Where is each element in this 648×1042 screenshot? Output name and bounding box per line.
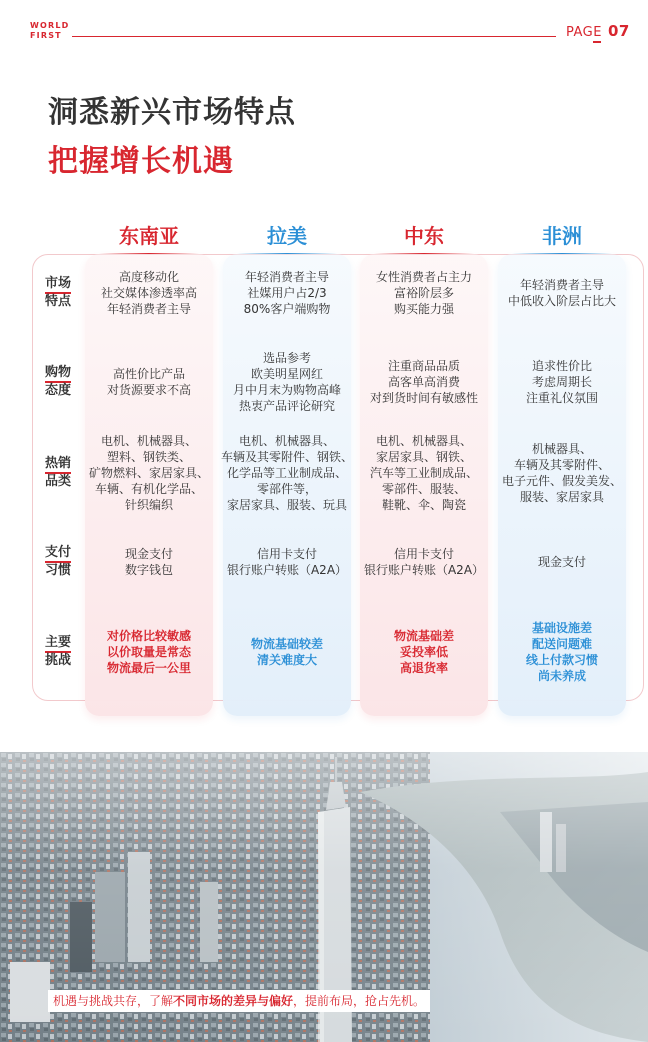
cell-line: 高客单高消费 — [387, 375, 460, 389]
row-label — [34, 634, 82, 670]
row-label — [34, 275, 82, 311]
table-cell — [354, 358, 494, 406]
cell-line: 妥投率低 — [399, 645, 448, 659]
row-label-top: 支付 — [45, 545, 71, 563]
cell-line: 社媒用户占2/3 — [247, 286, 327, 300]
photo-caption — [48, 990, 430, 1012]
cell-line: 物流基础差 — [393, 629, 454, 643]
cell-line: 家居家具、钢铁、 — [375, 450, 472, 464]
column-header-latin-america: 拉美 — [223, 220, 351, 249]
cell-line: 对价格比较敏感 — [106, 629, 191, 643]
table-cell — [79, 433, 219, 513]
cell-line: 女性消费者占主力 — [375, 270, 472, 284]
row-label-top: 购物 — [45, 365, 71, 383]
cell-line: 考虑周期长 — [531, 375, 592, 389]
cell-line: 尚未养成 — [537, 669, 586, 683]
table-cell — [79, 269, 219, 317]
cell-line: 注重商品品质 — [387, 359, 460, 373]
cell-line: 电子元件、假发美发、 — [501, 474, 622, 488]
cell-line: 车辆及其零附件、 — [513, 458, 610, 472]
row-label — [34, 544, 82, 580]
brand-line-2: FIRST — [30, 31, 62, 40]
cell-line: 机械器具、 — [531, 442, 592, 456]
cell-line: 电机、机械器具、 — [100, 434, 197, 448]
cell-line: 以价取量是常态 — [106, 645, 191, 659]
cell-line: 数字钱包 — [124, 563, 173, 577]
cell-line: 服装、家居家具 — [519, 490, 604, 504]
column-header-southeast-asia: 东南亚 — [85, 220, 213, 249]
cell-line: 矿物燃料、家居家具、 — [88, 466, 209, 480]
table-cell — [217, 433, 357, 513]
page-label: PAGE — [566, 25, 602, 40]
table-cell — [492, 620, 632, 684]
cell-line: 高性价比产品 — [112, 367, 185, 381]
cell-line: 清关难度大 — [256, 653, 317, 667]
cell-line: 年轻消费者主导 — [244, 270, 329, 284]
table-cell — [354, 433, 494, 513]
table-cell — [492, 441, 632, 505]
cell-line: 对到货时间有敏感性 — [369, 391, 478, 405]
column-header-africa: 非洲 — [498, 220, 626, 249]
row-label-top: 市场 — [45, 276, 71, 294]
header-divider — [72, 36, 556, 37]
cell-line: 现金支付 — [537, 555, 586, 569]
column-header-middle-east: 中东 — [360, 220, 488, 249]
cell-line: 电机、机械器具、 — [375, 434, 472, 448]
cell-line: 线上付款习惯 — [525, 653, 598, 667]
cell-line: 现金支付 — [124, 547, 173, 561]
table-cell — [217, 269, 357, 317]
cell-line: 追求性价比 — [531, 359, 592, 373]
cell-line: 年轻消费者主导 — [519, 278, 604, 292]
cell-line: 富裕阶层多 — [393, 286, 454, 300]
cell-line: 鞋靴、伞、陶瓷 — [381, 498, 466, 512]
cell-line: 零部件、服装、 — [381, 482, 466, 496]
table-cell — [217, 546, 357, 578]
cell-line: 银行账户转账（A2A） — [226, 563, 348, 577]
cell-line: 银行账户转账（A2A） — [363, 563, 485, 577]
caption-emphasis: 不同市场的差异与偏好 — [173, 994, 294, 1008]
caption-suffix: ，提前布局，抢占先机。 — [293, 994, 426, 1008]
table-cell — [217, 636, 357, 668]
cell-line: 购买能力强 — [393, 302, 454, 316]
caption-prefix: 机遇与挑战共存，了解 — [53, 994, 174, 1008]
cell-line: 汽车等工业制成品、 — [369, 466, 478, 480]
table-cell — [354, 546, 494, 578]
row-label — [34, 455, 82, 491]
table-cell — [217, 350, 357, 414]
table-cell — [354, 269, 494, 317]
cell-line: 基础设施差 — [531, 621, 592, 635]
cell-line: 选品参考 — [262, 351, 311, 365]
cell-line: 配送问题难 — [531, 637, 592, 651]
cell-line: 信用卡支付 — [256, 547, 317, 561]
cell-line: 信用卡支付 — [393, 547, 454, 561]
table-cell — [79, 366, 219, 398]
cell-line: 零部件等， — [256, 482, 317, 496]
cell-line: 80%客户端购物 — [243, 302, 331, 316]
row-label — [34, 364, 82, 400]
cell-line: 高退货率 — [399, 661, 448, 675]
cell-line: 热衷产品评论研究 — [238, 399, 335, 413]
page-underline — [593, 41, 601, 43]
cell-line: 化学品等工业制成品、 — [226, 466, 347, 480]
page-number-value: 07 — [607, 22, 630, 40]
cell-line: 社交媒体渗透率高 — [100, 286, 197, 300]
row-label-bottom: 挑战 — [44, 653, 71, 668]
row-label-bottom: 特点 — [44, 294, 71, 309]
cell-line: 电机、机械器具、 — [238, 434, 335, 448]
brand-line-1: WORLD — [30, 21, 70, 30]
cell-line: 欧美明星网红 — [250, 367, 323, 381]
table-cell — [354, 628, 494, 676]
cell-line: 车辆、有机化学品、 — [94, 482, 203, 496]
table-cell — [492, 554, 632, 570]
cell-line: 中低收入阶层占比大 — [507, 294, 616, 308]
cell-line: 注重礼仪氛围 — [525, 391, 598, 405]
table-cell — [492, 277, 632, 309]
cell-line: 塑料、钢铁类、 — [106, 450, 191, 464]
cell-line: 车辆及其零附件、钢铁、 — [220, 450, 353, 464]
row-label-bottom: 品类 — [44, 474, 71, 489]
cell-line: 家居家具、服装、玩具 — [226, 498, 347, 512]
page-subtitle: 把握增长机遇 — [48, 144, 234, 179]
row-label-top: 热销 — [45, 456, 71, 474]
cell-line: 物流最后一公里 — [106, 661, 191, 675]
row-label-top: 主要 — [45, 635, 71, 653]
row-label-bottom: 习惯 — [44, 563, 71, 578]
row-label-bottom: 态度 — [44, 383, 71, 398]
cell-line: 高度移动化 — [118, 270, 179, 284]
cell-line: 年轻消费者主导 — [106, 302, 191, 316]
cell-line: 月中月末为购物高峰 — [232, 383, 341, 397]
table-cell — [492, 358, 632, 406]
brand-logo — [30, 21, 70, 41]
table-cell — [79, 628, 219, 676]
page-number — [566, 22, 630, 40]
cell-line: 对货源要求不高 — [106, 383, 191, 397]
page-title: 洞悉新兴市场特点 — [48, 95, 296, 130]
table-cell — [79, 546, 219, 578]
cell-line: 物流基础较差 — [250, 637, 323, 651]
cell-line: 针织编织 — [124, 498, 173, 512]
